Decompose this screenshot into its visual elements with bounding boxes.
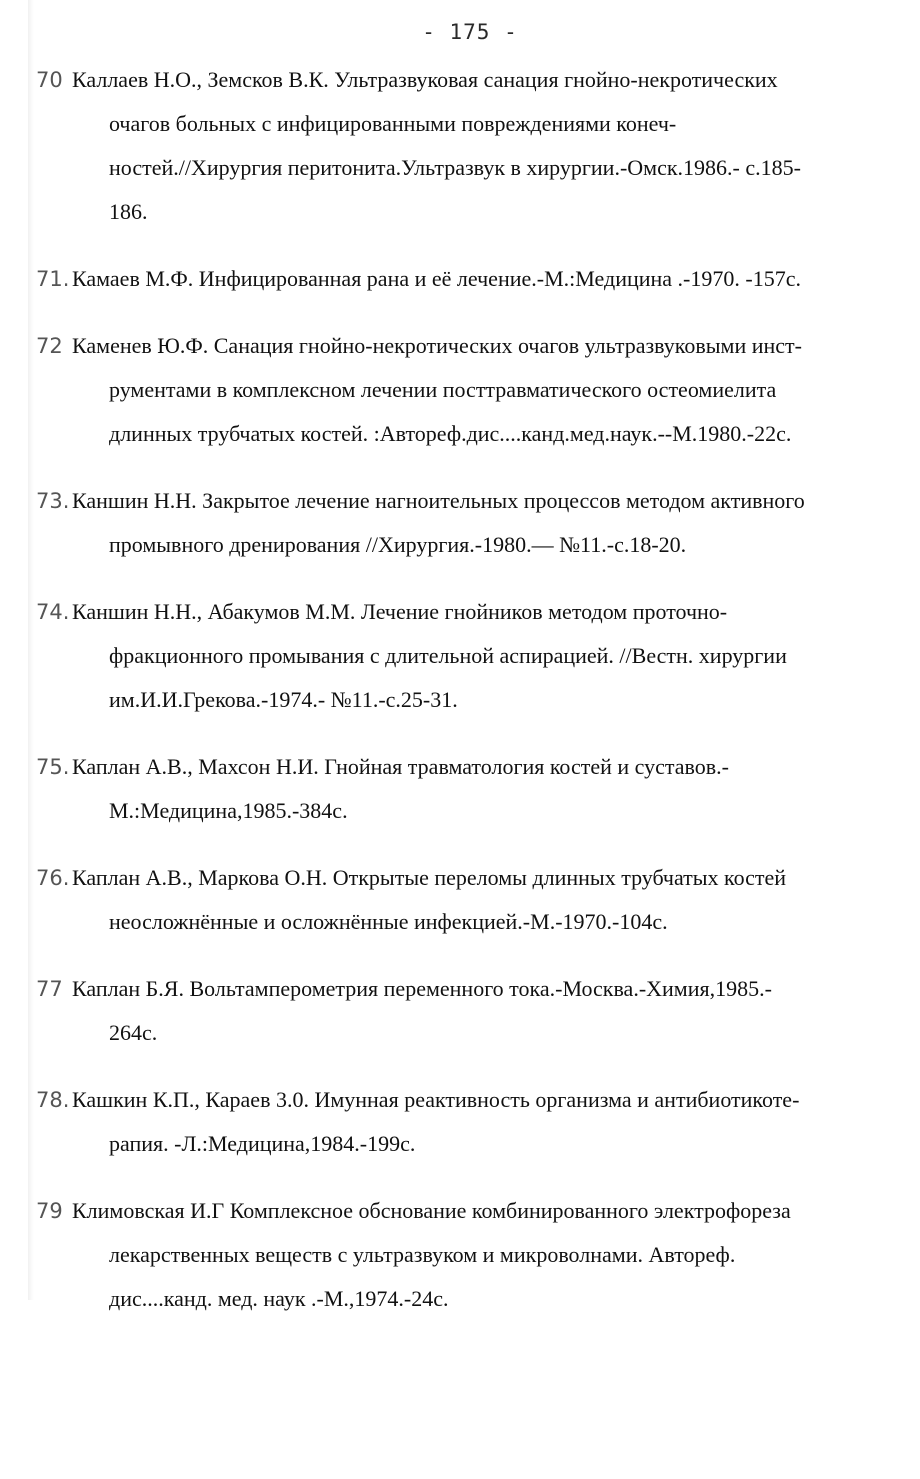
entry-number: 77 — [36, 977, 63, 1001]
entry-text — [72, 745, 920, 833]
bibliography-entry — [0, 590, 920, 722]
entry-text — [72, 479, 920, 567]
entry-number: 72 — [36, 334, 63, 358]
bibliography-entry — [0, 856, 920, 944]
entry-text — [72, 967, 920, 1055]
entry-line: Каллаев Н.О., Земсков В.К. Ультразвуковая санация гнойно-некротических — [72, 67, 778, 92]
entry-line: Кашкин К.П., Караев 3.0. Имунная реактивность организма и антибиотикоте- — [72, 1087, 800, 1112]
entry-line: лекарственных веществ с ультразвуком и микроволнами. Автореф. — [109, 1242, 736, 1267]
entry-line: неосложнённые и осложнённые инфекцией.-М.-1970.-104с. — [109, 909, 668, 934]
bibliography-entry — [0, 479, 920, 567]
entry-text — [72, 1078, 920, 1166]
entry-number: 73. — [36, 489, 70, 513]
entry-number: 75. — [36, 755, 70, 779]
entry-line: Камаев М.Ф. Инфицированная рана и её лечение.-М.:Медицина .-1970. -157с. — [72, 266, 801, 291]
entry-line: Каплан А.В., Маркова О.Н. Открытые переломы длинных трубчатых костей — [72, 865, 787, 890]
entry-line: Каншин Н.Н., Абакумов М.М. Лечение гнойников методом проточно- — [72, 599, 728, 624]
bibliography-entry — [0, 324, 920, 456]
bibliography-entry — [0, 58, 920, 234]
entry-text — [72, 324, 920, 456]
entry-line: Каменев Ю.Ф. Санация гнойно-некротических очагов ультразвуковыми инст- — [72, 333, 802, 358]
entry-line: промывного дренирования //Хирургия.-1980.— №11.-с.18-20. — [109, 532, 687, 557]
entry-line: 186. — [109, 199, 148, 224]
bibliography-list — [0, 58, 920, 1344]
entry-line: длинных трубчатых костей. :Автореф.дис....канд.мед.наук.--М.1980.-22с. — [109, 421, 792, 446]
entry-text — [72, 257, 920, 301]
entry-line: рапия. -Л.:Медицина,1984.-199с. — [109, 1131, 416, 1156]
entry-number: 76. — [36, 866, 70, 890]
bibliography-entry — [0, 1189, 920, 1321]
entry-line: ностей.//Хирургия перитонита.Ультразвук в хирургии.-Омск.1986.- с.185- — [109, 155, 801, 180]
bibliography-entry — [0, 257, 920, 301]
entry-number: 78. — [36, 1088, 70, 1112]
entry-line: М.:Медицина,1985.-384с. — [109, 798, 348, 823]
entry-text — [72, 58, 920, 234]
entry-number: 71. — [36, 267, 70, 291]
entry-number: 74. — [36, 600, 70, 624]
entry-text — [72, 590, 920, 722]
entry-line: Каншин Н.Н. Закрытое лечение нагноительных процессов методом активного — [72, 488, 805, 513]
entry-line: рументами в комплексном лечении посттравматического остеомиелита — [109, 377, 777, 402]
entry-line: Каплан Б.Я. Вольтамперометрия переменного тока.-Москва.-Химия,1985.- — [72, 976, 772, 1001]
entry-text — [72, 856, 920, 944]
entry-line: дис....канд. мед. наук .-М.,1974.-24с. — [109, 1286, 449, 1311]
entry-line: им.И.И.Грекова.-1974.- №11.-с.25-31. — [109, 687, 458, 712]
entry-line: Каплан А.В., Махсон Н.И. Гнойная травматология костей и суставов.- — [72, 754, 730, 779]
entry-line: 264с. — [109, 1020, 158, 1045]
bibliography-entry — [0, 745, 920, 833]
entry-number: 70 — [36, 68, 63, 92]
page-number: - 175 - — [422, 20, 518, 44]
bibliography-entry — [0, 967, 920, 1055]
entry-line: очагов больных с инфицированными повреждениями конеч- — [109, 111, 677, 136]
entry-number: 79 — [36, 1199, 63, 1223]
bibliography-entry — [0, 1078, 920, 1166]
entry-line: фракционного промывания с длительной аспирацией. //Вестн. хирургии — [109, 643, 787, 668]
entry-line: Климовская И.Г Комплексное обснование комбинированного электрофореза — [72, 1198, 791, 1223]
entry-text — [72, 1189, 920, 1321]
